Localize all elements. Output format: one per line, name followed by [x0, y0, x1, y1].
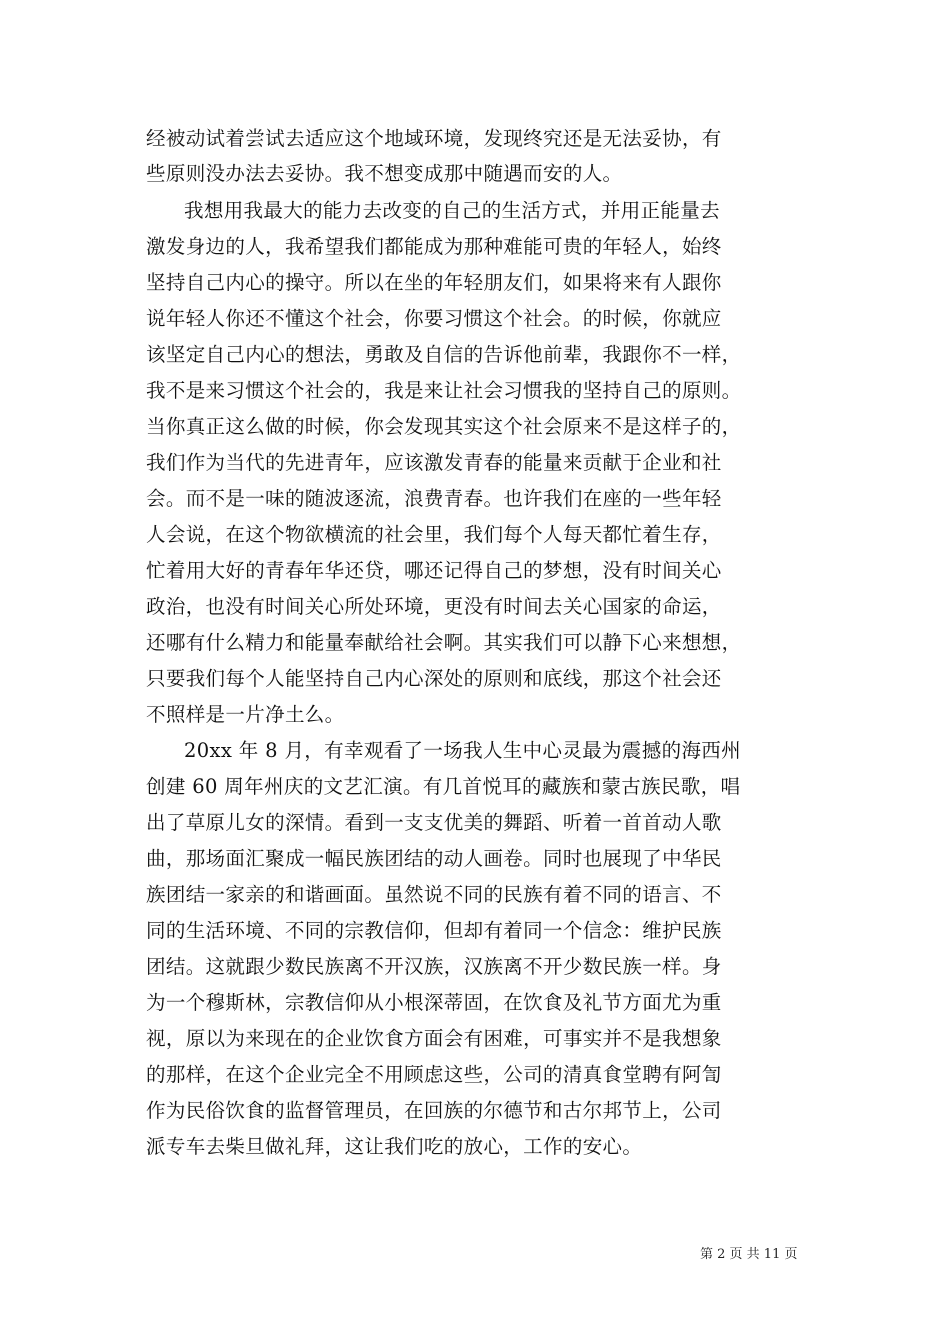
text-line: 政治，也没有时间关心所处环境，更没有时间去关心国家的命运， — [146, 595, 722, 618]
text-line: 当你真正这么做的时候，你会发现其实这个社会原来不是这样子的， — [146, 415, 742, 438]
text-line: 团结。这就跟少数民族离不开汉族，汉族离不开少数民族一样。身 — [146, 955, 722, 978]
text-line: 会。而不是一味的随波逐流，浪费青春。也许我们在座的一些年轻 — [146, 487, 722, 510]
text-line: 忙着用大好的青春年华还贷，哪还记得自己的梦想，没有时间关心 — [146, 559, 722, 582]
text-line: 曲，那场面汇聚成一幅民族团结的动人画卷。同时也展现了中华民 — [146, 847, 722, 870]
text-line: 人会说，在这个物欲横流的社会里，我们每个人每天都忙着生存， — [146, 523, 722, 546]
text-line: 视，原以为来现在的企业饮食方面会有困难，可事实并不是我想象 — [146, 1027, 722, 1050]
text-line: 还哪有什么精力和能量奉献给社会啊。其实我们可以静下心来想想， — [146, 631, 742, 654]
text-line: 经被动试着尝试去适应这个地域环境，发现终究还是无法妥协，有 — [146, 127, 722, 150]
text-line: 该坚定自己内心的想法，勇敢及自信的告诉他前辈，我跟你不一样， — [146, 343, 742, 366]
page-number: 第 2 页 共 11 页 — [700, 1247, 798, 1262]
text-line: 些原则没办法去妥协。我不想变成那中随遇而安的人。 — [146, 162, 623, 185]
text-line: 作为民俗饮食的监督管理员，在回族的尔德节和古尔邦节上，公司 — [146, 1099, 722, 1122]
text-line: 20xx 年 8 月，有幸观看了一场我人生中心灵最为震撼的海西州 — [184, 739, 742, 762]
text-line: 只要我们每个人能坚持自己内心深处的原则和底线，那这个社会还 — [146, 667, 722, 690]
text-line: 激发身边的人，我希望我们都能成为那种难能可贵的年轻人，始终 — [146, 235, 722, 258]
text-line: 族团结一家亲的和谐画面。虽然说不同的民族有着不同的语言、不 — [146, 883, 722, 906]
text-line: 创建 60 周年州庆的文艺汇演。有几首悦耳的藏族和蒙古族民歌，唱 — [146, 775, 741, 798]
text-line: 说年轻人你还不懂这个社会，你要习惯这个社会。的时候，你就应 — [146, 307, 722, 330]
text-line: 出了草原儿女的深情。看到一支支优美的舞蹈、听着一首首动人歌 — [146, 811, 722, 834]
text-line: 坚持自己内心的操守。所以在坐的年轻朋友们，如果将来有人跟你 — [146, 271, 722, 294]
text-line: 同的生活环境、不同的宗教信仰，但却有着同一个信念：维护民族 — [146, 919, 722, 942]
text-line: 我想用我最大的能力去改变的自己的生活方式，并用正能量去 — [184, 199, 720, 222]
text-line: 为一个穆斯林，宗教信仰从小根深蒂固，在饮食及礼节方面尤为重 — [146, 991, 722, 1014]
text-line: 我不是来习惯这个社会的，我是来让社会习惯我的坚持自己的原则。 — [146, 379, 742, 402]
text-line: 派专车去柴旦做礼拜，这让我们吃的放心，工作的安心。 — [146, 1135, 643, 1158]
text-line: 我们作为当代的先进青年，应该激发青春的能量来贡献于企业和社 — [146, 451, 722, 474]
text-line: 的那样，在这个企业完全不用顾虑这些，公司的清真食堂聘有阿訇 — [146, 1063, 722, 1086]
text-line: 不照样是一片净土么。 — [146, 703, 345, 726]
